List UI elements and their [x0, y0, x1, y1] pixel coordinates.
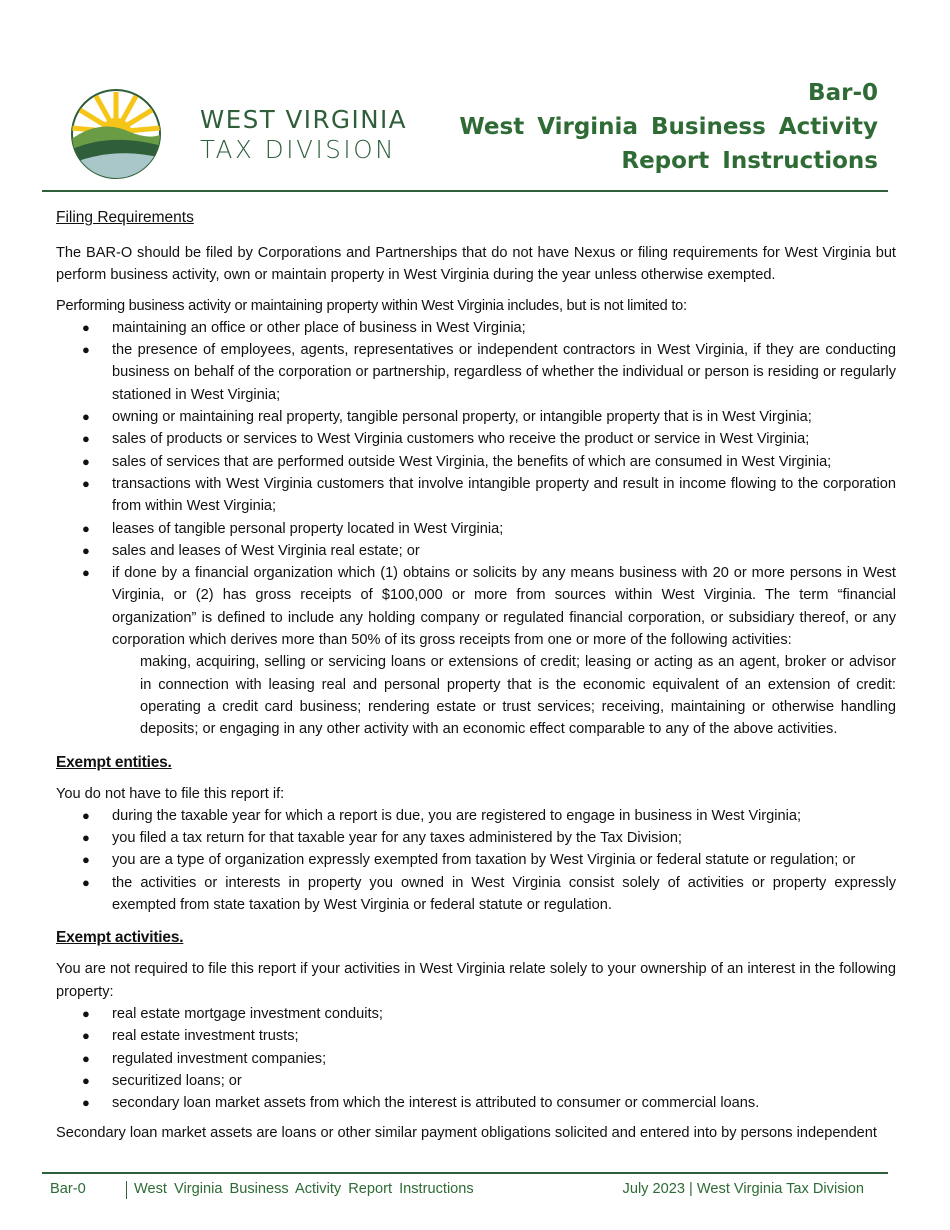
document-title-line-2: Report Instructions — [621, 148, 878, 174]
logo-wordmark — [200, 104, 407, 164]
bullet-icon: ● — [82, 1028, 90, 1044]
list-item: ● sales of services that are performed outside West Virginia, the benefits of which are consumed in West Virginia; — [56, 451, 896, 473]
footer-divider — [126, 1181, 127, 1199]
document-title-line-1: West Virginia Business Activity — [459, 114, 878, 140]
exempt-activities-intro: You are not required to file this report if your activities in West Virginia relate solely to your ownership of an interest in the following property: — [56, 961, 896, 1000]
list-item: ● leases of tangible personal property located in West Virginia; — [56, 518, 896, 540]
bullet-icon: ● — [82, 409, 90, 425]
bullet-icon: ● — [82, 342, 90, 358]
document-body — [56, 206, 896, 1145]
exempt-activities-list — [56, 1003, 896, 1114]
logo-line-2: TAX DIVISION — [200, 135, 397, 164]
bullet-icon: ● — [82, 852, 90, 868]
list-item: ● sales of products or services to West Virginia customers who receive the product or service in West Virginia; — [56, 428, 896, 450]
list-item: ● regulated investment companies; — [56, 1048, 896, 1070]
secondary-loan-paragraph: Secondary loan market assets are loans or other similar payment obligations solicited and entered into by persons independent — [56, 1125, 877, 1142]
footer-date-agency: July 2023 | West Virginia Tax Division — [622, 1181, 864, 1197]
bullet-icon: ● — [82, 807, 90, 823]
list-item: ● during the taxable year for which a report is due, you are registered to engage in business in West Virginia; — [56, 805, 896, 827]
list-item: ● you filed a tax return for that taxable year for any taxes administered by the Tax Division; — [56, 827, 896, 849]
list-item: ● if done by a financial organization which (1) obtains or solicits by any means business with 20 or more persons in West Virginia, or (2) has gross receipts of $100,000 or more from sources within West Virginia. The term “financial organization” is defined to include any holding company or regulated financial corporation, or subsidiary thereof, or any corporation which derives more than 50% of its gross receipts from one or more of the following activities: — [56, 562, 896, 651]
financial-activities-paragraph: making, acquiring, selling or servicing loans or extensions of credit; leasing or acting as an agent, broker or advisor in connection with leasing real and personal property that is the economic equivalent of an extension of credit: operating a credit card business; rendering estate or trust services; receiving, maintaining or otherwise handling deposits; or engaging in any other activity with an economic effect comparable to any of the above activities. — [140, 654, 896, 738]
bullet-icon: ● — [82, 1095, 90, 1111]
form-code: Bar-0 — [808, 80, 878, 106]
bullet-icon: ● — [82, 453, 90, 469]
filing-intro-paragraph: The BAR-O should be filed by Corporations and Partnerships that do not have Nexus or filing requirements for West Virginia but perform business activity, own or maintain property in West Virginia during the year unless otherwise exempted. — [56, 245, 896, 284]
page-footer — [42, 1172, 888, 1212]
list-item: ● real estate mortgage investment conduits; — [56, 1003, 896, 1025]
exempt-entities-list — [56, 805, 896, 916]
bullet-icon: ● — [82, 565, 90, 581]
list-item: ● transactions with West Virginia customers that involve intangible property and result in income flowing to the corporation from within West Virginia; — [56, 473, 896, 518]
exempt-entities-intro: You do not have to file this report if: — [56, 785, 285, 802]
list-item: ● the presence of employees, agents, representatives or independent contractors in West Virginia, if they are conducting business on behalf of the corporation or partnership, regardless of whether the individual or person is residing or regularly stationed in West Virginia; — [56, 339, 896, 406]
bullet-icon: ● — [82, 830, 90, 846]
document-title-block — [459, 76, 878, 178]
footer-document-title: West Virginia Business Activity Report Instructions — [134, 1181, 474, 1197]
list-item: ● the activities or interests in property you owned in West Virginia consist solely of activities or property expressly exempted from state taxation by West Virginia or federal statute or regulation. — [56, 872, 896, 917]
bullet-icon: ● — [82, 542, 90, 558]
bullet-icon: ● — [82, 1005, 90, 1021]
bullet-icon: ● — [82, 874, 90, 890]
list-item: ● owning or maintaining real property, tangible personal property, or intangible property that is in West Virginia; — [56, 406, 896, 428]
exempt-entities-heading: Exempt entities. — [56, 753, 172, 771]
list-item: ● securitized loans; or — [56, 1070, 896, 1092]
list-item: ● real estate investment trusts; — [56, 1025, 896, 1047]
logo-line-1: WEST VIRGINIA — [200, 105, 408, 134]
page-header — [42, 76, 888, 192]
filing-lead-sentence: Performing business activity or maintaining property within West Virginia includes, but is not limited to: — [56, 297, 687, 314]
list-item: ● sales and leases of West Virginia real estate; or — [56, 540, 896, 562]
filing-requirements-heading: Filing Requirements — [56, 209, 194, 226]
bullet-icon: ● — [82, 431, 90, 447]
sun-over-hills-icon — [70, 88, 162, 180]
list-item: ● maintaining an office or other place of business in West Virginia; — [56, 317, 896, 339]
tax-division-logo — [70, 86, 408, 182]
list-item: ● you are a type of organization expressly exempted from taxation by West Virginia or federal statute or regulation; or — [56, 849, 896, 871]
footer-form-code: Bar-0 — [50, 1181, 86, 1197]
bullet-icon: ● — [82, 319, 90, 335]
exempt-activities-heading: Exempt activities. — [56, 929, 184, 947]
bullet-icon: ● — [82, 475, 90, 491]
filing-activity-list — [56, 317, 896, 651]
bullet-icon: ● — [82, 1050, 90, 1066]
bullet-icon: ● — [82, 520, 90, 536]
bullet-icon: ● — [82, 1072, 90, 1088]
list-item: ● secondary loan market assets from which the interest is attributed to consumer or commercial loans. — [56, 1092, 896, 1114]
